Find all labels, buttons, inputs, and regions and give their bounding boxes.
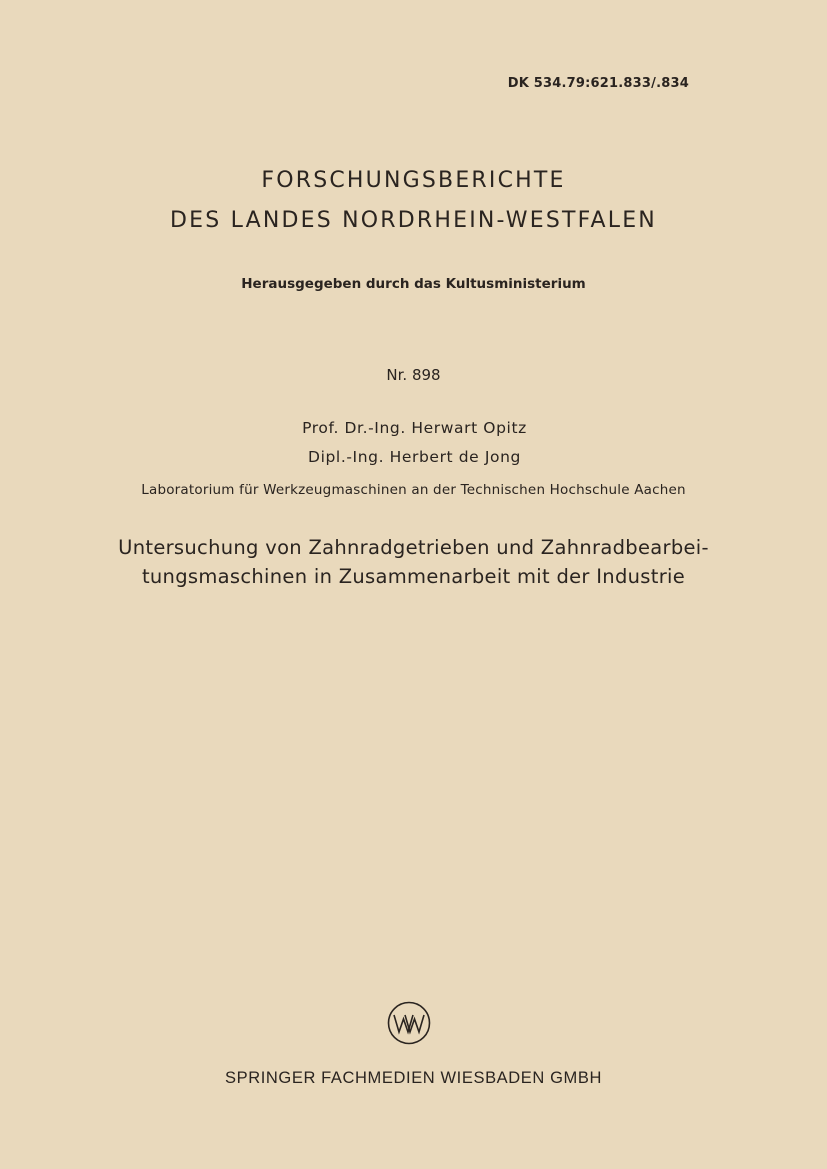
publisher-note: Herausgegeben durch das Kultusministerium [241,276,586,292]
series-title-line-1: FORSCHUNGSBERICHTE [261,168,566,193]
author-2: Dipl.-Ing. Herbert de Jong [308,448,521,466]
publisher-imprint: SPRINGER FACHMEDIEN WIESBADEN GMBH [224,1069,603,1087]
series-title-line-2: DES LANDES NORDRHEIN-WESTFALEN [170,208,657,233]
institution: Laboratorium für Werkzeugmaschinen an der Technischen Hochschule Aachen [141,482,686,498]
publisher-ww-logo-icon [387,1001,431,1045]
report-number: Nr. 898 [386,366,441,384]
report-title-line-1: Untersuchung von Zahnradgetrieben und Zahnradbearbei- [118,536,709,559]
author-1: Prof. Dr.-Ing. Herwart Opitz [302,419,527,437]
classification-code: DK 534.79:621.833/.834 [507,76,689,91]
report-title-line-2: tungsmaschinen in Zusammenarbeit mit der Industrie [141,565,686,588]
